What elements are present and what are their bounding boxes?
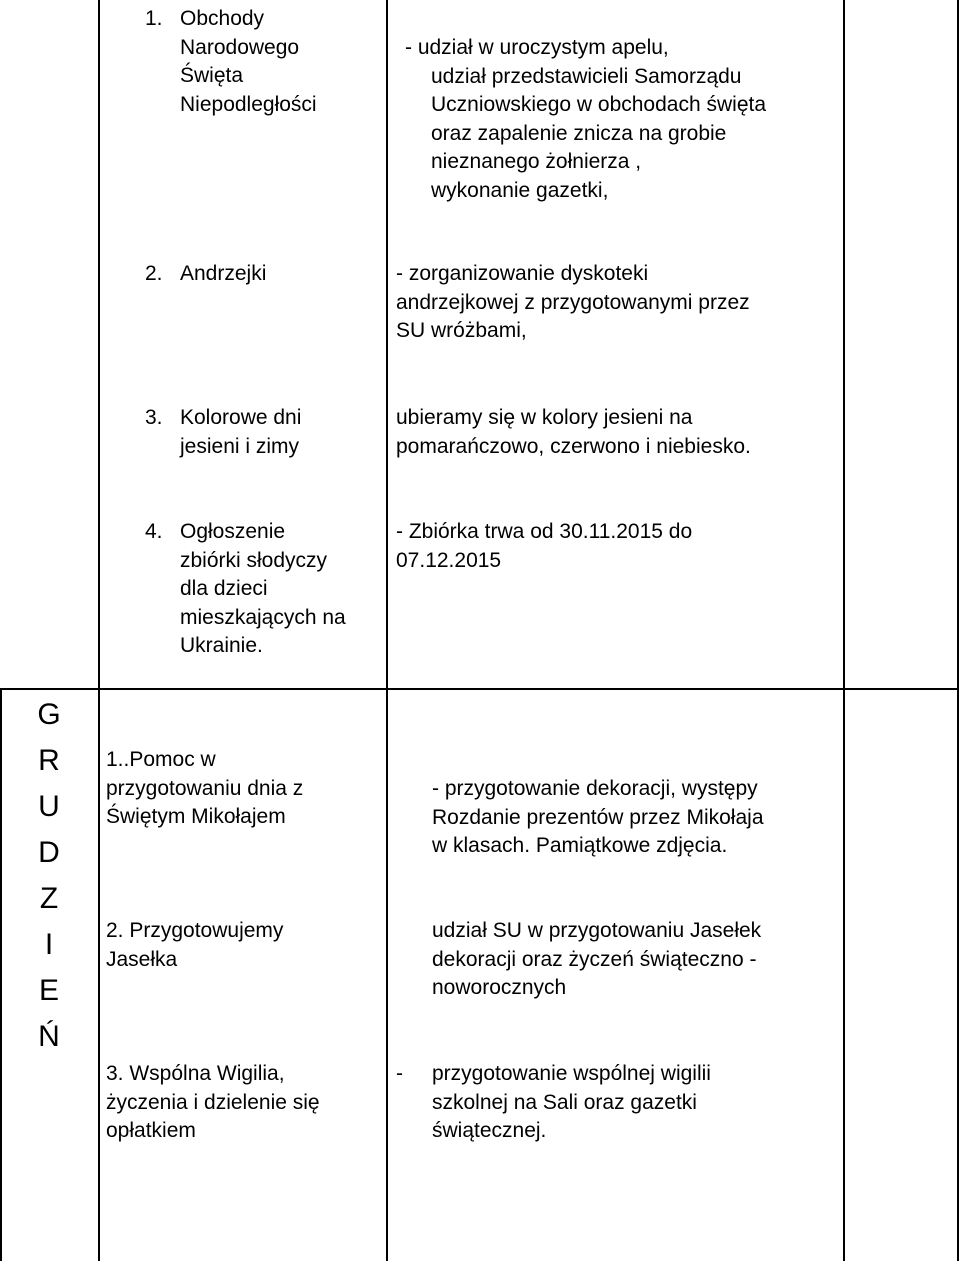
event-name-line: opłatkiem: [106, 1119, 196, 1142]
description-line: dekoracji oraz życzeń świąteczno -: [432, 947, 757, 971]
december-event-name-3: [106, 1060, 384, 1146]
december-event-description-3: [396, 1060, 842, 1146]
event-name-line: Święta: [180, 64, 244, 87]
event-name-line: mieszkających na: [180, 605, 346, 629]
december-event-name-1: [106, 746, 384, 832]
event-description-1: [405, 34, 835, 205]
event-name-line: 2. Przygotowujemy: [106, 919, 284, 942]
event-name-line: Narodowego: [180, 35, 300, 59]
table-border-month-column: [98, 0, 100, 1261]
event-number-1: 1.: [145, 7, 163, 30]
event-name-line: 3. Wspólna Wigilia,: [106, 1062, 285, 1085]
month-letter: G: [37, 698, 61, 731]
table-border-month-separator: [0, 688, 958, 690]
month-label-december: [0, 692, 98, 1060]
event-name-line: Jasełka: [106, 947, 178, 971]
event-name-line: Obchody: [180, 7, 265, 30]
description-line: wykonanie gazetki,: [431, 178, 609, 202]
event-name-line: 1..Pomoc w: [106, 748, 216, 771]
description-line: udział SU w przygotowaniu Jasełek: [432, 919, 762, 942]
description-line: - przygotowanie dekoracji, występy: [432, 777, 758, 800]
month-letter: Ń: [38, 1020, 60, 1053]
event-name-line: Niepodległości: [180, 92, 317, 116]
description-line: udział przedstawicieli Samorządu: [431, 64, 742, 88]
description-line: przygotowanie wspólnej wigilii: [432, 1062, 711, 1085]
event-name-line: Ogłoszenie: [180, 520, 286, 543]
description-line: noworocznych: [432, 976, 567, 999]
event-number-4: 4.: [145, 520, 163, 543]
event-name-line: zbiórki słodyczy: [180, 548, 328, 572]
december-event-description-2: [432, 917, 842, 1003]
month-letter: Z: [39, 882, 59, 915]
event-description-3: [396, 404, 836, 461]
event-name-line: przygotowaniu dnia z: [106, 776, 304, 800]
month-letter: R: [38, 744, 60, 777]
table-border-description-column: [843, 0, 845, 1261]
month-letter: D: [38, 836, 60, 869]
month-letter: I: [44, 928, 54, 961]
description-line: - zorganizowanie dyskoteki: [396, 262, 649, 285]
description-line: 07.12.2015: [396, 548, 502, 572]
event-name-line: Ukrainie.: [180, 634, 263, 657]
event-number-3: 3.: [145, 406, 163, 429]
event-name-line: Kolorowe dni: [180, 406, 302, 429]
event-description-4: [396, 518, 836, 575]
description-line: oraz zapalenie znicza na grobie: [431, 121, 727, 145]
event-name-line: Andrzejki: [180, 262, 267, 285]
december-event-name-2: [106, 917, 384, 974]
event-name-line: dla dzieci: [180, 577, 268, 600]
december-event-description-1: [432, 775, 842, 861]
description-line: ubieramy się w kolory jesieni na: [396, 406, 693, 429]
description-dash: -: [396, 1062, 403, 1085]
description-line: Rozdanie prezentów przez Mikołaja: [432, 805, 764, 829]
description-line: w klasach. Pamiątkowe zdjęcia.: [432, 834, 728, 857]
description-line: - udział w uroczystym apelu,: [405, 36, 669, 59]
description-line: świątecznej.: [432, 1119, 547, 1142]
event-number-2: 2.: [145, 262, 163, 285]
description-line: szkolnej na Sali oraz gazetki: [432, 1090, 697, 1114]
month-letter: U: [38, 790, 60, 823]
description-line: andrzejkowej z przygotowanymi przez: [396, 290, 750, 314]
description-line: - Zbiórka trwa od 30.11.2015 do: [396, 520, 693, 543]
description-line: Uczniowskiego w obchodach święta: [431, 93, 767, 116]
event-name-line: jesieni i zimy: [180, 434, 300, 458]
month-letter: E: [38, 974, 59, 1007]
event-name-line: Świętym Mikołajem: [106, 805, 286, 828]
event-name-line: życzenia i dzielenie się: [106, 1090, 320, 1114]
description-line: nieznanego żołnierza ,: [431, 150, 642, 173]
event-description-2: [396, 260, 836, 346]
table-border-name-column: [386, 0, 388, 1261]
description-line: SU wróżbami,: [396, 319, 527, 342]
description-line: pomarańczowo, czerwono i niebiesko.: [396, 434, 751, 458]
table-border-right: [957, 0, 959, 1261]
